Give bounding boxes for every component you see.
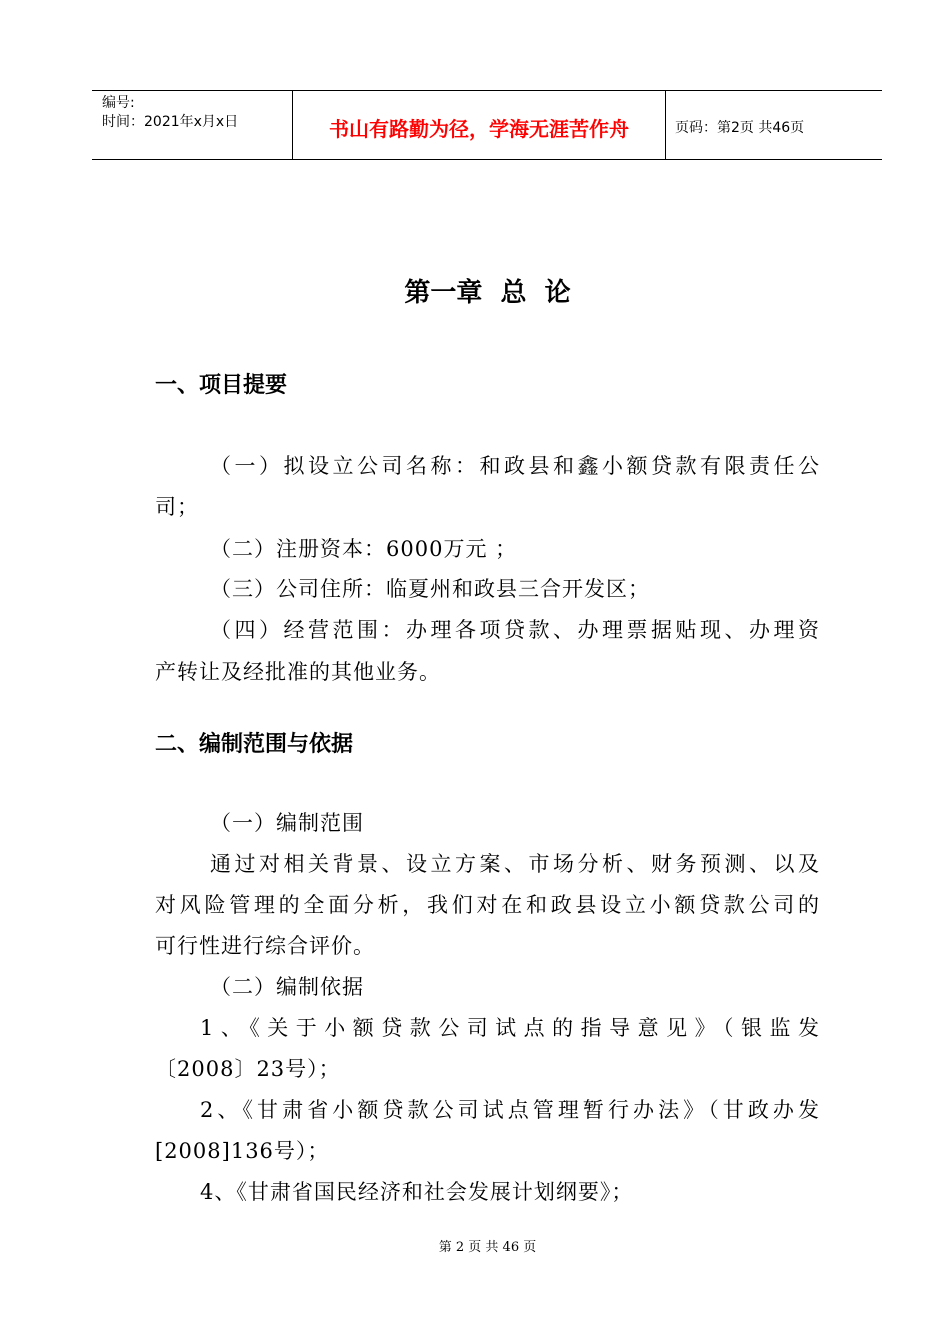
paragraph-line: 司； <box>155 495 199 519</box>
document-header <box>92 90 882 160</box>
paragraph-line: 产转让及经批准的其他业务。 <box>155 660 441 684</box>
paragraph-line: （二）注册资本：6000万元 ； <box>210 537 518 561</box>
paragraph-line: （三）公司住所：临夏州和政县三合开发区； <box>210 577 650 601</box>
paragraph-line: （一）拟设立公司名称：和政县和鑫小额贷款有限责任公 <box>210 454 820 478</box>
paragraph-line: 1、《关于小额贷款公司试点的指导意见》（银监发 <box>200 1016 820 1040</box>
paragraph-line: 对风险管理的全面分析，我们对在和政县设立小额贷款公司的 <box>155 893 820 917</box>
paragraph-line: （四）经营范围：办理各项贷款、办理票据贴现、办理资 <box>210 618 820 642</box>
paragraph-line: [2008]136号）； <box>155 1139 330 1163</box>
paragraph-line: 2、《甘肃省小额贷款公司试点管理暂行办法》（甘政办发 <box>200 1098 820 1122</box>
paragraph-line: 〔2008〕23号）； <box>155 1057 341 1081</box>
page-footer: 第 2 页 共 46 页 <box>438 1240 537 1255</box>
paragraph-line: （一）编制范围 <box>210 811 364 835</box>
header-page-info: 页码：第2页 共46页 <box>675 120 805 136</box>
paragraph-line: 可行性进行综合评价。 <box>155 934 375 958</box>
header-motto-cell <box>292 91 666 159</box>
section-heading-scope-and-basis: 二、编制范围与依据 <box>155 732 354 757</box>
paragraph-line: 4、《甘肃省国民经济和社会发展计划纲要》； <box>200 1180 634 1204</box>
document-time-label: 时间：2021年x月x日 <box>102 114 239 130</box>
section-heading-project-summary: 一、项目提要 <box>155 373 288 398</box>
paragraph-line: 通过对相关背景、设立方案、市场分析、财务预测、以及 <box>210 852 820 876</box>
header-page-cell <box>665 91 882 159</box>
header-meta-cell <box>92 91 292 159</box>
header-motto: 书山有路勤为径，学海无涯苦作舟 <box>329 117 629 141</box>
document-number-label: 编号: <box>102 95 135 111</box>
paragraph-line: （二）编制依据 <box>210 975 364 999</box>
chapter-title: 第一章 总 论 <box>404 278 571 308</box>
